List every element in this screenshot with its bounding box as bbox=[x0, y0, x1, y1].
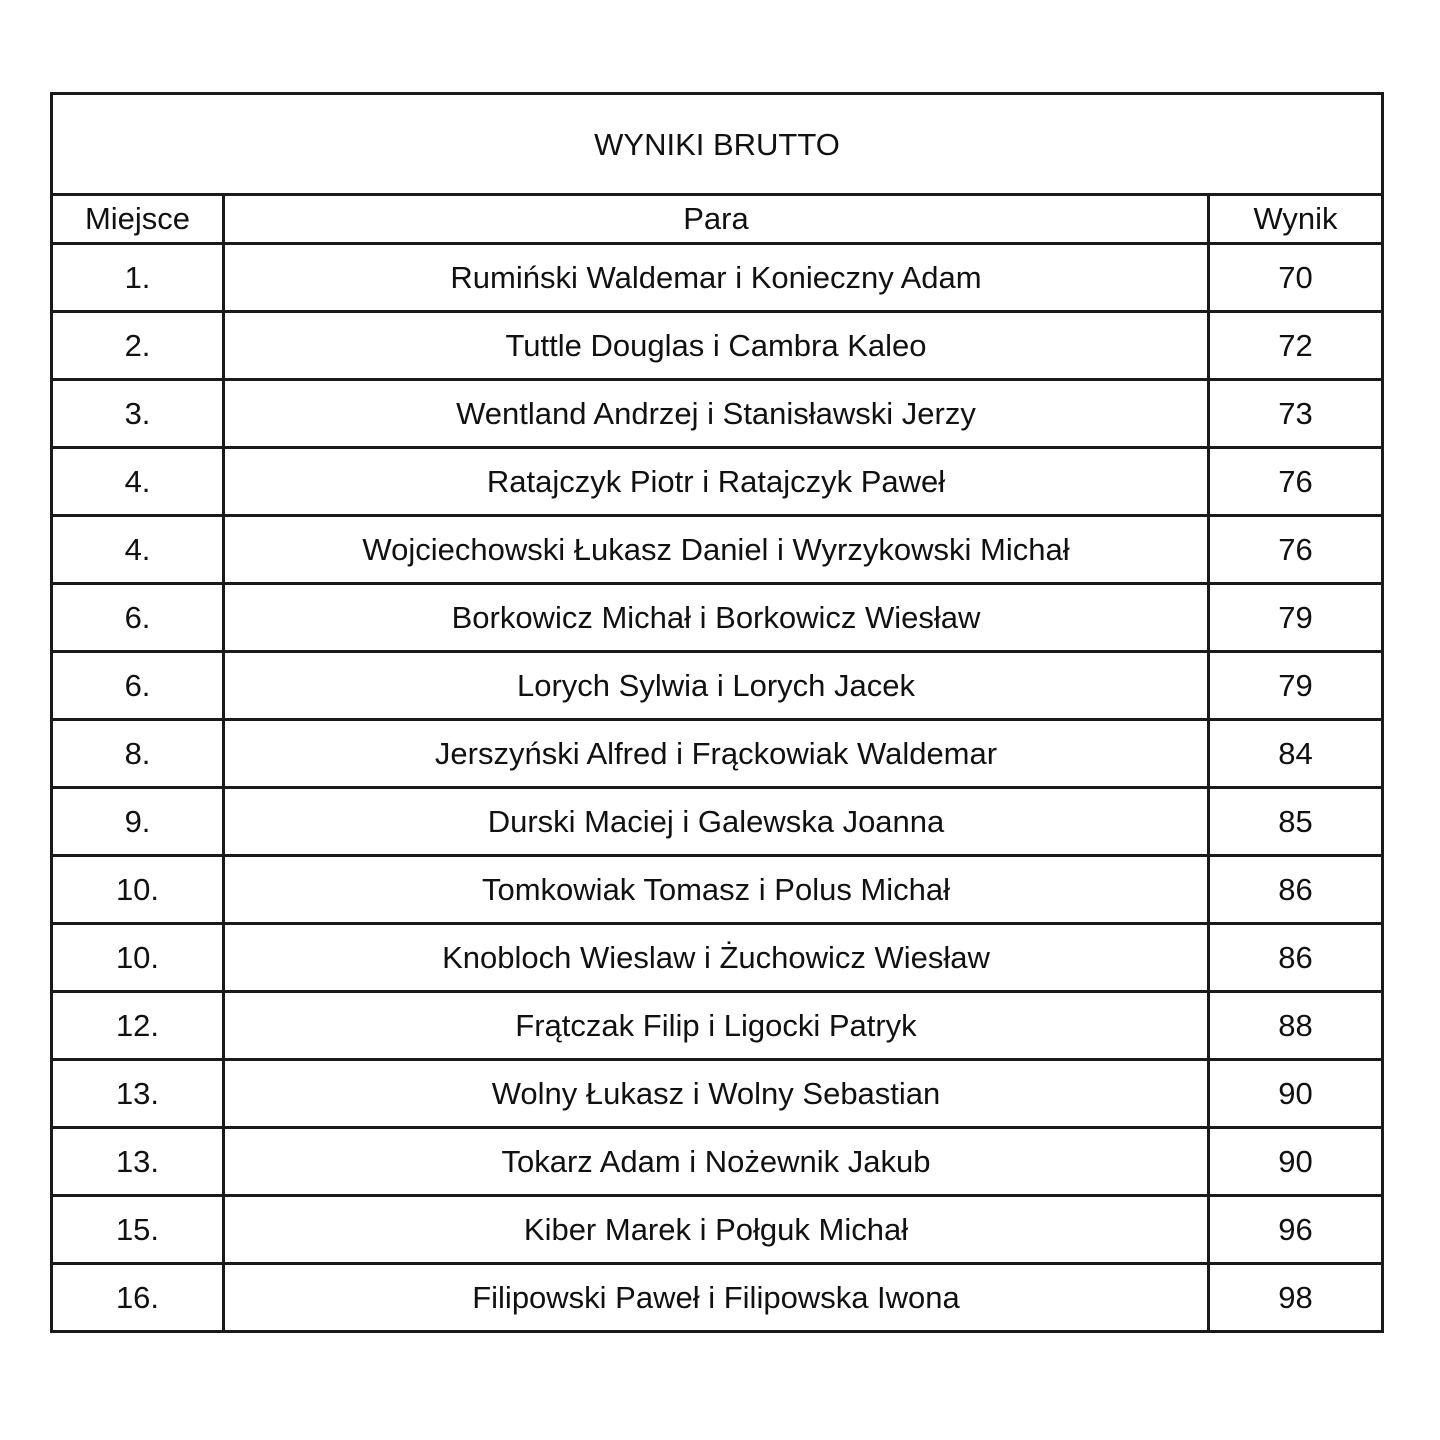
table-row bbox=[52, 720, 1383, 788]
place-cell: 15. bbox=[52, 1196, 224, 1264]
table-row bbox=[52, 584, 1383, 652]
score-cell: 84 bbox=[1209, 720, 1383, 788]
pair-cell: Borkowicz Michał i Borkowicz Wiesław bbox=[224, 584, 1209, 652]
score-cell: 90 bbox=[1209, 1060, 1383, 1128]
score-cell: 70 bbox=[1209, 244, 1383, 312]
pair-cell: Durski Maciej i Galewska Joanna bbox=[224, 788, 1209, 856]
pair-cell: Rumiński Waldemar i Konieczny Adam bbox=[224, 244, 1209, 312]
table-row bbox=[52, 992, 1383, 1060]
score-cell: 98 bbox=[1209, 1264, 1383, 1332]
results-table bbox=[50, 92, 1384, 1333]
score-cell: 86 bbox=[1209, 924, 1383, 992]
score-cell: 72 bbox=[1209, 312, 1383, 380]
score-cell: 79 bbox=[1209, 584, 1383, 652]
score-cell: 88 bbox=[1209, 992, 1383, 1060]
table-row bbox=[52, 1264, 1383, 1332]
place-cell: 16. bbox=[52, 1264, 224, 1332]
place-cell: 10. bbox=[52, 924, 224, 992]
table-row bbox=[52, 244, 1383, 312]
header-place: Miejsce bbox=[52, 195, 224, 244]
place-cell: 10. bbox=[52, 856, 224, 924]
score-cell: 79 bbox=[1209, 652, 1383, 720]
table-row bbox=[52, 1060, 1383, 1128]
table-row bbox=[52, 856, 1383, 924]
pair-cell: Tomkowiak Tomasz i Polus Michał bbox=[224, 856, 1209, 924]
score-cell: 76 bbox=[1209, 448, 1383, 516]
place-cell: 12. bbox=[52, 992, 224, 1060]
pair-cell: Frątczak Filip i Ligocki Patryk bbox=[224, 992, 1209, 1060]
place-cell: 4. bbox=[52, 448, 224, 516]
place-cell: 13. bbox=[52, 1128, 224, 1196]
pair-cell: Ratajczyk Piotr i Ratajczyk Paweł bbox=[224, 448, 1209, 516]
pair-cell: Knobloch Wieslaw i Żuchowicz Wiesław bbox=[224, 924, 1209, 992]
score-cell: 85 bbox=[1209, 788, 1383, 856]
table-row bbox=[52, 1128, 1383, 1196]
pair-cell: Lorych Sylwia i Lorych Jacek bbox=[224, 652, 1209, 720]
header-score: Wynik bbox=[1209, 195, 1383, 244]
pair-cell: Tokarz Adam i Nożewnik Jakub bbox=[224, 1128, 1209, 1196]
place-cell: 2. bbox=[52, 312, 224, 380]
table-row bbox=[52, 380, 1383, 448]
table-row bbox=[52, 516, 1383, 584]
pair-cell: Kiber Marek i Połguk Michał bbox=[224, 1196, 1209, 1264]
score-cell: 86 bbox=[1209, 856, 1383, 924]
place-cell: 3. bbox=[52, 380, 224, 448]
pair-cell: Wentland Andrzej i Stanisławski Jerzy bbox=[224, 380, 1209, 448]
place-cell: 13. bbox=[52, 1060, 224, 1128]
place-cell: 8. bbox=[52, 720, 224, 788]
table-row bbox=[52, 312, 1383, 380]
place-cell: 4. bbox=[52, 516, 224, 584]
table-row bbox=[52, 1196, 1383, 1264]
table-row bbox=[52, 788, 1383, 856]
place-cell: 6. bbox=[52, 584, 224, 652]
title-row bbox=[52, 94, 1383, 195]
table-row bbox=[52, 924, 1383, 992]
pair-cell: Jerszyński Alfred i Frąckowiak Waldemar bbox=[224, 720, 1209, 788]
score-cell: 76 bbox=[1209, 516, 1383, 584]
table-row bbox=[52, 448, 1383, 516]
place-cell: 9. bbox=[52, 788, 224, 856]
score-cell: 73 bbox=[1209, 380, 1383, 448]
score-cell: 90 bbox=[1209, 1128, 1383, 1196]
place-cell: 6. bbox=[52, 652, 224, 720]
pair-cell: Tuttle Douglas i Cambra Kaleo bbox=[224, 312, 1209, 380]
score-cell: 96 bbox=[1209, 1196, 1383, 1264]
table-row bbox=[52, 652, 1383, 720]
pair-cell: Filipowski Paweł i Filipowska Iwona bbox=[224, 1264, 1209, 1332]
pair-cell: Wolny Łukasz i Wolny Sebastian bbox=[224, 1060, 1209, 1128]
pair-cell: Wojciechowski Łukasz Daniel i Wyrzykowski Michał bbox=[224, 516, 1209, 584]
place-cell: 1. bbox=[52, 244, 224, 312]
header-row bbox=[52, 195, 1383, 244]
table-title: WYNIKI BRUTTO bbox=[52, 94, 1383, 195]
header-pair: Para bbox=[224, 195, 1209, 244]
